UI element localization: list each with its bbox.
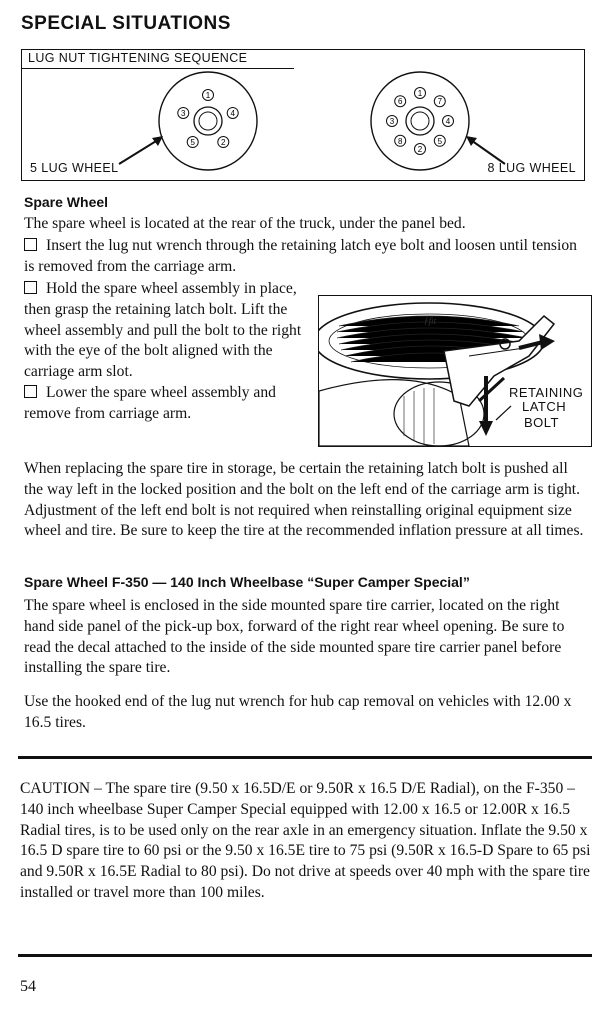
step-text: Hold the spare wheel assembly in place, then grasp the retaining latch bolt. Lift the wheel assembly and pull the bolt to the right with the eye of the bolt aligned with the carriage arm slot. xyxy=(24,280,302,381)
lug-nut-number: 3 xyxy=(389,117,395,126)
divider xyxy=(18,756,592,759)
super-camper-heading: Spare Wheel F-350 — 140 Inch Wheelbase “Super Camper Special” xyxy=(24,574,470,590)
diagram-title: LUG NUT TIGHTENING SEQUENCE xyxy=(28,51,248,65)
latch-label-line-1: RETAINING xyxy=(509,385,584,400)
step-text: Lower the spare wheel assembly and remove from carriage arm. xyxy=(24,383,276,422)
checkbox-icon xyxy=(24,281,37,294)
step-hold-and-lower xyxy=(24,279,309,425)
lug-nut-sequence-diagram xyxy=(21,49,585,181)
super-camper-text: The spare wheel is enclosed in the side mounted spare tire carrier, located on the right hand side panel of the pick-up box, forward of the right rear wheel opening. Be sure to read the decal attached to the inside of the side mounted spare tire carrier panel before installing the spare tire. xyxy=(24,597,565,677)
spare-wheel-illustration xyxy=(318,295,592,447)
checkbox-icon xyxy=(24,385,37,398)
lug-nut-number: 2 xyxy=(417,145,423,154)
lug-nut-number: 6 xyxy=(397,97,403,107)
spare-wheel-intro: The spare wheel is located at the rear of the truck, under the panel bed. xyxy=(24,215,466,232)
lug-nut-number: 5 xyxy=(190,138,195,148)
lug-nut-number: 1 xyxy=(205,91,211,100)
page-title: SPECIAL SITUATIONS xyxy=(21,13,231,34)
step-insert-wrench xyxy=(24,236,590,278)
lug-nut-number: 3 xyxy=(181,108,186,118)
step-text: Insert the lug nut wrench through the retaining latch eye bolt and loosen until tension is removed from the carriage arm. xyxy=(24,237,577,275)
checkbox-icon xyxy=(24,238,37,251)
eight-lug-wheel-icon xyxy=(371,72,505,170)
divider xyxy=(22,68,294,69)
lug-nut-number: 8 xyxy=(397,136,403,146)
divider xyxy=(18,954,592,957)
lug-nut-number: 4 xyxy=(445,117,451,126)
page-number: 54 xyxy=(20,978,36,995)
svg-text:ƒfit: ƒfit xyxy=(424,316,437,326)
lug-nut-number: 1 xyxy=(417,89,423,98)
five-lug-wheel-icon xyxy=(119,72,257,170)
caution-text: CAUTION – The spare tire (9.50 x 16.5D/E or 9.50R x 16.5 D/E Radial), on the F-350 – 140 inch wheelbase Super Camper Special equipped with 12.00 x 16.5 or 12.00R x 16.5 Radial tires, is to be used only on the rear axle in an emergency situation. Inflate the 9.50 x 16.5 D spare tire to 60 psi or the 9.50 x 16.5E tire to 75 psi (9.50R x 16.5-D Spare to 65 psi and 9.50R x 16.5E Radial to 80 psi). Do not drive at speeds over 40 mph with the spare tire installed or travel more than 100 miles. xyxy=(20,780,591,901)
lug-nut-number: 5 xyxy=(437,136,443,146)
replacing-note: When replacing the spare tire in storage, be certain the retaining latch bolt is pushed all the way left in the locked position and the bolt on the left end of the carriage arm is tight. Adjustment of the left end bolt is not required when reinstalling original equipment size wheel and tire. Be sure to keep the tire at the recommended inflation pressure at all times. xyxy=(24,460,584,540)
latch-label-line-3: BOLT xyxy=(524,415,559,430)
five-lug-label: 5 LUG WHEEL xyxy=(30,161,119,175)
eight-lug-label: 8 LUG WHEEL xyxy=(487,161,576,175)
lug-nut-number: 4 xyxy=(230,108,235,118)
latch-label-line-2: LATCH xyxy=(522,399,567,414)
spare-wheel-heading: Spare Wheel xyxy=(24,194,109,210)
hub-cap-note: Use the hooked end of the lug nut wrench for hub cap removal on vehicles with 12.00 x 16.5 tires. xyxy=(24,693,572,731)
lug-nut-number: 2 xyxy=(221,138,226,148)
lug-nut-number: 7 xyxy=(437,97,443,107)
